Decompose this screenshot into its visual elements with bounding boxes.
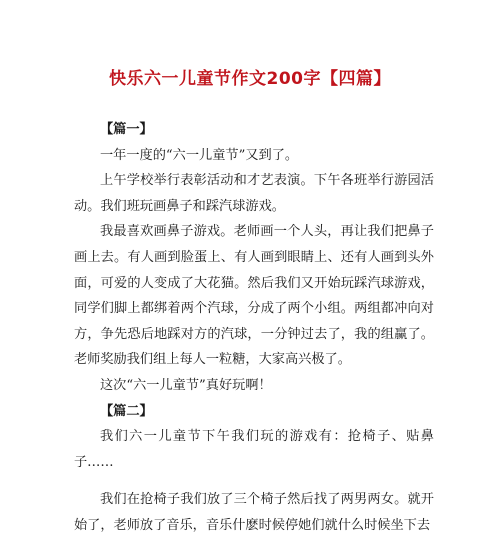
section-heading-2: 【篇二】 (100, 403, 153, 419)
paragraph: 我们六一儿童节下午我们玩的游戏有：抢椅子、贴鼻子…… (74, 429, 434, 470)
paragraph: 一年一度的“六一儿童节”又到了。 (100, 147, 299, 163)
paragraph: 我最喜欢画鼻子游戏。老师画一个人头，再让我们把鼻子画上去。有人画到脸蛋上、有人画到眼睛上、还有人画到头外面，可爱的人变成了大花猫。然后我们又开始玩踩汽球游戏，同学们脚上都绑着两个汽球，分成了两个小组。两组都冲向对方，争先恐后地踩对方的汽球，一分钟过去了，我的组赢了。老师奖励我们组上每人一粒糖，大家高兴极了。 (74, 224, 434, 368)
paragraph: 上午学校举行表彰活动和才艺表演。下午各班举行游园活动。我们班玩画鼻子和踩汽球游戏。 (74, 173, 434, 214)
document-title: 快乐六一儿童节作文200字【四篇】 (109, 69, 391, 89)
paragraph: 这次“六一儿童节”真好玩啊！ (100, 377, 272, 393)
paragraph: 我们在抢椅子我们放了三个椅子然后找了两男两女。就开始了，老师放了音乐，音乐什麽时候停她们就什么时候坐下去 (74, 492, 434, 533)
section-heading-1: 【篇一】 (100, 122, 153, 137)
document-body (74, 117, 434, 539)
